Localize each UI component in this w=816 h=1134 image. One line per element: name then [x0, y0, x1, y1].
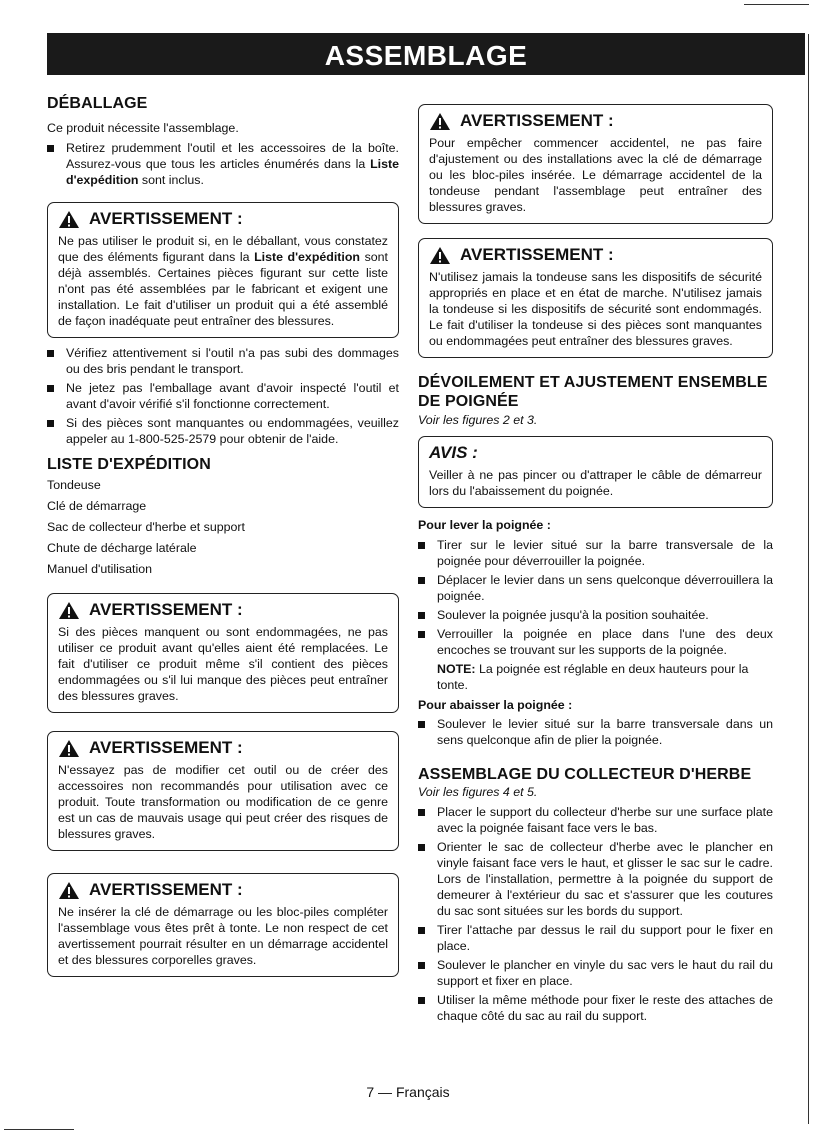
list-item: Soulever la poignée jusqu'à la position souhaitée.: [418, 607, 773, 623]
deballage-checks-list: [47, 345, 399, 447]
section-title-collecteur: ASSEMBLAGE DU COLLECTEUR D'HERBE: [418, 766, 752, 783]
scan-edge-right: [808, 34, 809, 1124]
list-item: Verrouiller la poignée en place dans l'une des deux encoches se trouvant sur les supports de la poignée.: [418, 626, 773, 658]
section-title-deballage: DÉBALLAGE: [47, 95, 148, 112]
list-item: Tirer sur le levier situé sur la barre transversale de la poignée pour déverrouiller la poignée.: [418, 537, 773, 569]
warning-title-4: AVERTISSEMENT :: [58, 879, 388, 901]
list-item: Si des pièces sont manquantes ou endommagées, veuillez appeler au 1-800-525-2579 pour obtenir de l'aide.: [47, 415, 399, 447]
warning-text-2: Si des pièces manquent ou sont endommagées, ne pas utiliser ce produit avant qu'elles aient été remplacées. Le fait d'utiliser ce produit même s'il contient des pièces endommagées ou s'il lui manque des pièces peut entraîner des blessures graves.: [58, 625, 388, 703]
list-item: Vérifiez attentivement si l'outil n'a pas subi des dommages ou des bris pendant le transport.: [47, 345, 399, 377]
list-item: Placer le support du collecteur d'herbe sur une surface plate avec la poignée faisant face vers le bas.: [418, 804, 773, 836]
collecteur-steps: [418, 804, 773, 1024]
right-column: [418, 104, 773, 1027]
section-title-poignee: DÉVOILEMENT ET AJUSTEMENT ENSEMBLE DE POIGNÉE: [418, 374, 768, 410]
warning-text-3: N'essayez pas de modifier cet outil ou de créer des accessoires non recommandés pour utilisation avec ce produit. Toute transformation ou modification de ce genre est un cas de mauvais usage qui peut créer des risques de blessures graves.: [58, 763, 388, 841]
list-item: Tondeuse: [47, 478, 101, 492]
height-note: NOTE: La poignée est réglable en deux hauteurs pour la tonte.: [437, 662, 749, 692]
left-column: [47, 92, 399, 977]
list-item: Sac de collecteur d'herbe et support: [47, 520, 245, 534]
warning-title-3: AVERTISSEMENT :: [58, 737, 388, 759]
page-banner: ASSEMBLAGE: [47, 33, 805, 75]
warning-triangle-icon: [58, 881, 80, 900]
warning-box-1: [47, 202, 399, 338]
list-item: Soulever le levier situé sur la barre transversale dans un sens quelconque afin de plier la poignée.: [418, 716, 773, 748]
scan-edge-top: [744, 4, 809, 5]
list-item: Ne jetez pas l'emballage avant d'avoir inspecté l'outil et avant d'avoir vérifié s'il fonctionne correctement.: [47, 380, 399, 412]
lower-steps: [418, 716, 773, 748]
list-item: Chute de décharge latérale: [47, 541, 197, 555]
list-item: Déplacer le levier dans un sens quelconque déverrouillera la poignée.: [418, 572, 773, 604]
scan-edge-bottom: [4, 1129, 74, 1130]
warning-text-4: Ne insérer la clé de démarrage ou les bloc-piles compléter l'assemblage vous êtes prêt à tonte. Le non respect de cet avertissement pourrait résulter en un démarrage accidentel et des blessures corporelles graves.: [58, 905, 388, 967]
list-item: Retirez prudemment l'outil et les accessoires de la boîte. Assurez-vous que tous les articles énumérés dans la Liste d'expédition sont inclus.: [47, 140, 399, 188]
poignee-figure-ref: Voir les figures 2 et 3.: [418, 413, 538, 427]
warning-text-5: Pour empêcher commencer accidentel, ne pas faire d'ajustement ou des installations avec la clé de démarrage ou les bloc-piles insérée. Le démarrage accidentel de la tondeuse pendant l'assemblage peut entraîner des blessures graves.: [429, 136, 762, 214]
warning-text-1: Ne pas utiliser le produit si, en le déballant, vous constatez que des éléments figurant dans la Liste d'expédition sont déjà assemblés. Certaines pièces figurant sur cette liste n'ont pas été assemblées par le fabricant et exigent une installation. Le fait d'utiliser un produit qui a été assemblé de façon inadéquate peut entraîner des blessures.: [58, 234, 388, 328]
warning-title-1: AVERTISSEMENT :: [58, 208, 388, 230]
lever-steps: [418, 537, 773, 658]
deballage-list: [47, 140, 399, 188]
warning-text-6: N'utilisez jamais la tondeuse sans les dispositifs de sécurité appropriés en place et en état de marche. N'utilisez jamais la tondeuse si les dispositifs de sécurité sont endommagés. Le fait d'utiliser la tondeuse si des pièces sont manquantes ou endommagées peut entraîner des blessures graves.: [429, 270, 762, 348]
list-item: Clé de démarrage: [47, 499, 147, 513]
warning-box-5: [418, 104, 773, 224]
warning-triangle-icon: [58, 210, 80, 229]
warning-title-5: AVERTISSEMENT :: [429, 110, 762, 132]
warning-triangle-icon: [429, 112, 451, 131]
notice-box: [418, 436, 773, 508]
warning-box-4: [47, 873, 399, 977]
notice-text: Veiller à ne pas pincer ou d'attraper le câble de démarreur lors du l'abaissement du poignée.: [429, 468, 762, 498]
warning-triangle-icon: [58, 739, 80, 758]
list-item: Soulever le plancher en vinyle du sac vers le haut du rail du support et fixer en place.: [418, 957, 773, 989]
collecteur-figure-ref: Voir les figures 4 et 5.: [418, 785, 538, 799]
warning-box-2: [47, 593, 399, 713]
lower-title: Pour abaisser la poignée :: [418, 698, 573, 712]
page-footer: 7 — Français: [366, 1084, 450, 1100]
lever-title: Pour lever la poignée :: [418, 518, 551, 532]
shipping-list: [47, 475, 399, 580]
list-item: Orienter le sac de collecteur d'herbe avec le plancher en vinyle faisant face vers le haut, et glisser le sac sur le cadre. Lors de l'installation, permettre à la poignée du support de demeurer à l'extérieur du sac et s'assurer que les coutures du sac sont situées sur les bords du support.: [418, 839, 773, 919]
list-item: Manuel d'utilisation: [47, 562, 152, 576]
warning-box-3: [47, 731, 399, 851]
warning-triangle-icon: [429, 246, 451, 265]
warning-box-6: [418, 238, 773, 358]
list-item: Tirer l'attache par dessus le rail du support pour le fixer en place.: [418, 922, 773, 954]
warning-title-6: AVERTISSEMENT :: [429, 244, 762, 266]
warning-triangle-icon: [58, 601, 80, 620]
deballage-intro: Ce produit nécessite l'assemblage.: [47, 121, 239, 135]
section-title-liste: LISTE D'EXPÉDITION: [47, 456, 211, 473]
list-item: Utiliser la même méthode pour fixer le reste des attaches de chaque côté du sac au rail du support.: [418, 992, 773, 1024]
notice-title: AVIS :: [429, 443, 478, 462]
warning-title-2: AVERTISSEMENT :: [58, 599, 388, 621]
